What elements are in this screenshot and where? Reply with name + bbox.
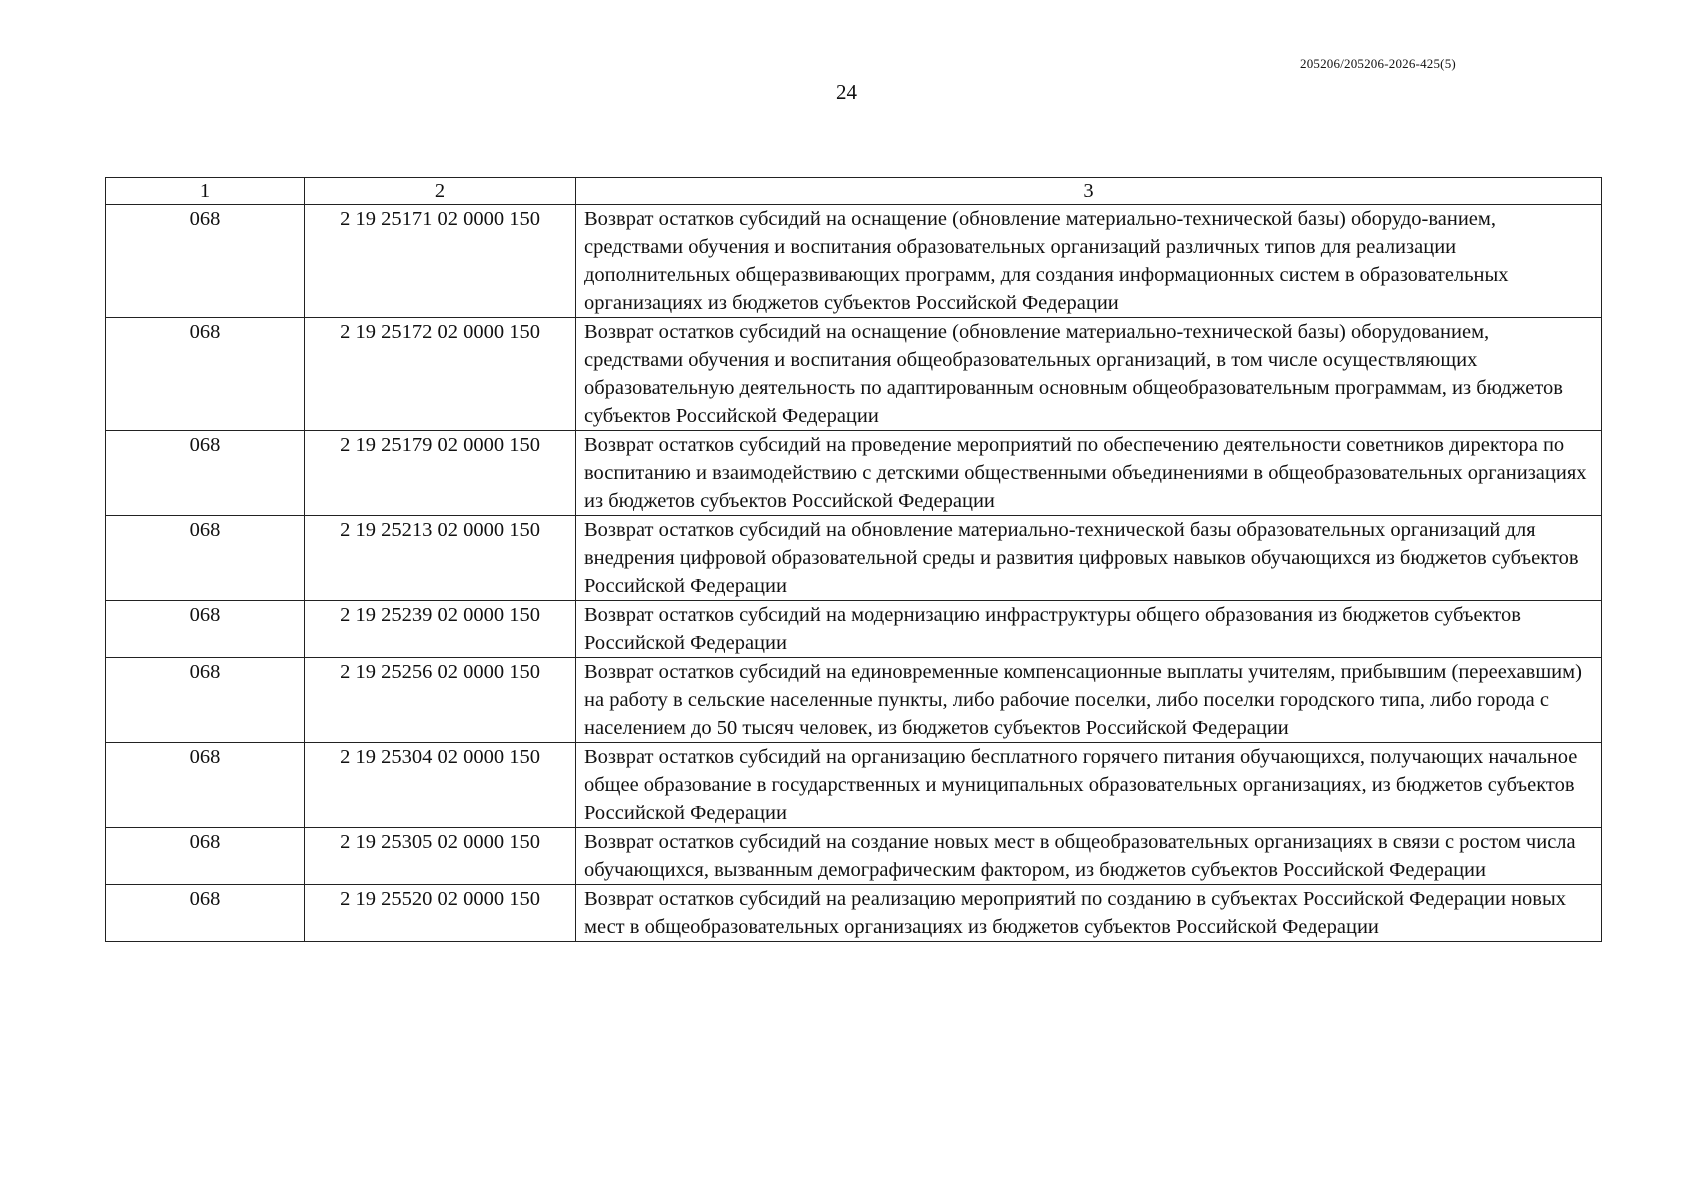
cell-description: Возврат остатков субсидий на создание новых мест в общеобразовательных организациях в связи с ростом числа обучающихся, вызванным демографическим фактором, из бюджетов субъектов Российской Федерации [576,828,1602,885]
cell-description: Возврат остатков субсидий на обновление материально-технической базы образовательных организаций для внедрения цифровой образовательной среды и развития цифровых навыков обучающихся из бюджетов субъектов Российской Федерации [576,516,1602,601]
table-row [106,318,1602,431]
table-row [106,431,1602,516]
cell-admin-code: 068 [106,828,305,885]
table-row [106,205,1602,318]
cell-budget-code: 2 19 25256 02 0000 150 [305,658,576,743]
cell-budget-code: 2 19 25213 02 0000 150 [305,516,576,601]
cell-description: Возврат остатков субсидий на организацию бесплатного горячего питания обучающихся, получающих начальное общее образование в государственных и муниципальных образовательных организациях, из бюджетов субъектов Российской Федерации [576,743,1602,828]
table-row [106,828,1602,885]
table-row [106,601,1602,658]
budget-codes-table [105,177,1602,942]
cell-admin-code: 068 [106,601,305,658]
column-header-admin: 1 [106,178,305,205]
cell-admin-code: 068 [106,658,305,743]
table-row [106,516,1602,601]
cell-description: Возврат остатков субсидий на реализацию мероприятий по созданию в субъектах Российской Федерации новых мест в общеобразовательных организациях из бюджетов субъектов Российской Федерации [576,885,1602,942]
column-header-description: 3 [576,178,1602,205]
cell-description: Возврат остатков субсидий на оснащение (обновление материально-технической базы) оборудо-ванием, средствами обучения и воспитания образовательных организаций различных типов для реализации дополнительных общеразвивающих программ, для создания информационных систем в образовательных организациях из бюджетов субъектов Российской Федерации [576,205,1602,318]
table-row [106,743,1602,828]
cell-admin-code: 068 [106,205,305,318]
cell-description: Возврат остатков субсидий на проведение мероприятий по обеспечению деятельности советников директора по воспитанию и взаимодействию с детскими общественными объединениями в общеобразовательных организациях из бюджетов субъектов Российской Федерации [576,431,1602,516]
cell-admin-code: 068 [106,743,305,828]
column-header-code: 2 [305,178,576,205]
cell-budget-code: 2 19 25239 02 0000 150 [305,601,576,658]
table-row [106,658,1602,743]
cell-budget-code: 2 19 25520 02 0000 150 [305,885,576,942]
cell-budget-code: 2 19 25304 02 0000 150 [305,743,576,828]
cell-budget-code: 2 19 25305 02 0000 150 [305,828,576,885]
cell-admin-code: 068 [106,431,305,516]
cell-budget-code: 2 19 25179 02 0000 150 [305,431,576,516]
cell-description: Возврат остатков субсидий на единовременные компенсационные выплаты учителям, прибывшим (переехавшим) на работу в сельские населенные пункты, либо рабочие поселки, либо поселки городского типа, либо города с населением до 50 тысяч человек, из бюджетов субъектов Российской Федерации [576,658,1602,743]
table-header-row [106,178,1602,205]
cell-budget-code: 2 19 25172 02 0000 150 [305,318,576,431]
document-code: 205206/205206-2026-425(5) [1300,56,1456,71]
cell-budget-code: 2 19 25171 02 0000 150 [305,205,576,318]
table-row [106,885,1602,942]
cell-admin-code: 068 [106,318,305,431]
cell-description: Возврат остатков субсидий на модернизацию инфраструктуры общего образования из бюджетов субъектов Российской Федерации [576,601,1602,658]
cell-admin-code: 068 [106,885,305,942]
cell-description: Возврат остатков субсидий на оснащение (обновление материально-технической базы) оборудованием, средствами обучения и воспитания общеобразовательных организаций, в том числе осуществляющих образовательную деятельность по адаптированным основным общеобразовательным программам, из бюджетов субъектов Российской Федерации [576,318,1602,431]
page-number: 24 [836,80,857,104]
cell-admin-code: 068 [106,516,305,601]
